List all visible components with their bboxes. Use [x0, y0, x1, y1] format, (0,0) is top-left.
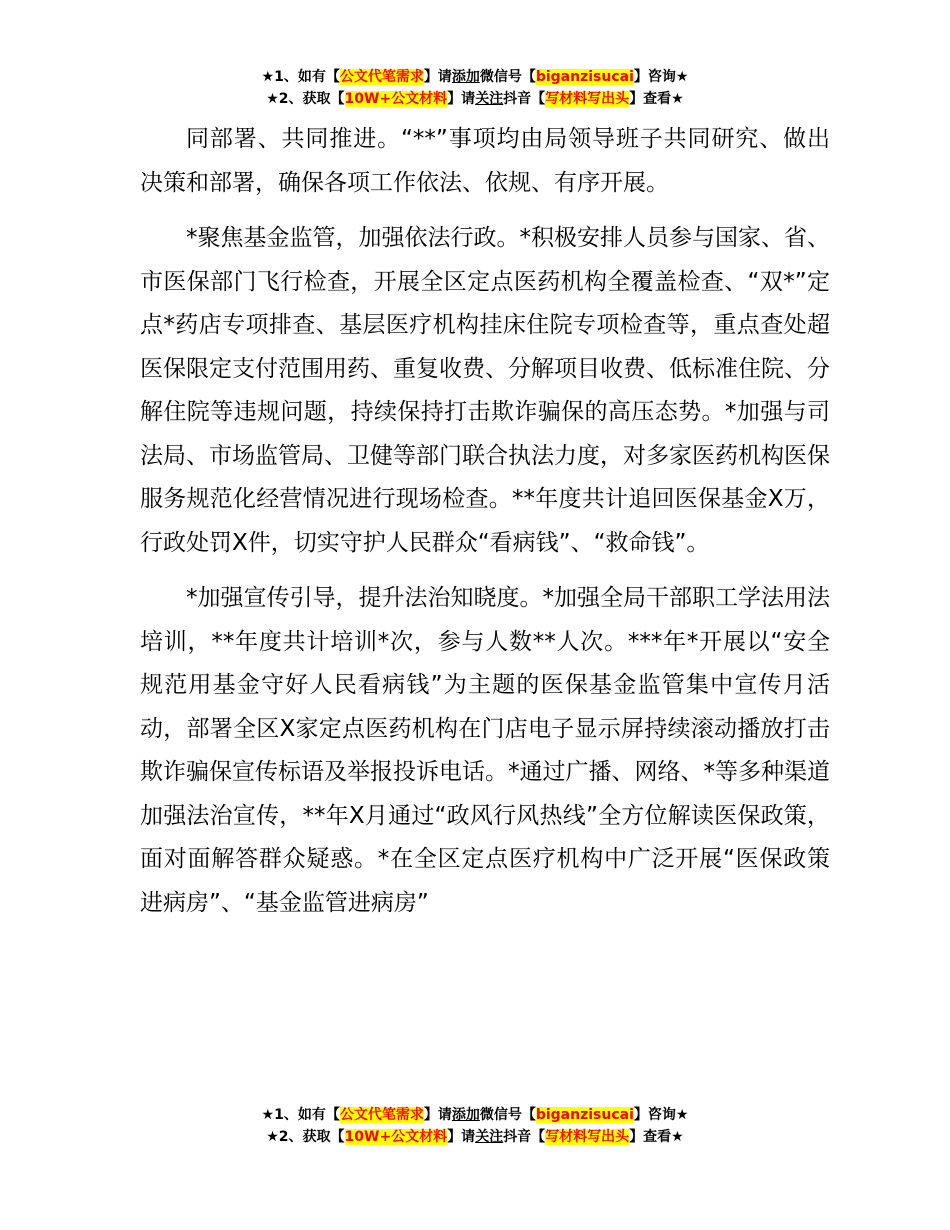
paragraph: *聚焦基金监管，加强依法行政。*积极安排人员参与国家、省、市医保部门飞行检查，开展全区定点医药机构全覆盖检查、“双*”定点*药店专项排查、基层医疗机构挂床住院专项检查等，重点查处超医保限定支付范围用药、重复收费、分解项目收费、低标准住院、分解住院等违规问题，持续保持打击欺诈骗保的高压态势。*加强与司法局、市场监管局、卫健等部门联合执法力度，对多家医药机构医保服务规范化经营情况进行现场检查。**年度共计追回医保基金X万，行政处罚X件，切实守护人民群众“看病钱”、“救命钱”。 [140, 225, 830, 556]
promo-line-2 [0, 1126, 950, 1148]
promo-text: ★1、如有【 [261, 1107, 340, 1123]
promo-underlined-text: 关注 [475, 1129, 504, 1145]
promo-text: 】咨询★ [633, 1107, 689, 1123]
paragraph: 同部署、共同推进。“**”事项均由局领导班子共同研究、做出决策和部署，确保各项工作依法、依规、有序开展。 [140, 126, 830, 196]
promo-wechat-id: biganzisucai [535, 69, 634, 85]
promo-text: 抖音【 [503, 91, 546, 107]
promo-text: 】请 [447, 91, 476, 107]
promo-text: ★2、获取【 [266, 1129, 345, 1145]
promo-text: ★2、获取【 [266, 91, 345, 107]
promo-underlined-text: 关注 [475, 91, 504, 107]
promo-text: 】请 [423, 1107, 452, 1123]
promo-highlight: 10W+公文材料 [344, 91, 448, 107]
promo-highlight: 公文代笔需求 [339, 1107, 424, 1123]
promo-douyin-id: 写材料写出头 [545, 1129, 630, 1145]
promo-text: 微信号【 [479, 1107, 536, 1123]
promo-text: 】请 [447, 1129, 476, 1145]
promo-underlined-text: 添加 [451, 69, 480, 85]
promo-text: 】请 [423, 69, 452, 85]
promo-text: ★1、如有【 [261, 69, 340, 85]
promo-text: 】咨询★ [633, 69, 689, 85]
paragraph: *加强宣传引导，提升法治知晓度。*加强全局干部职工学法用法培训，**年度共计培训*次，参与人数**人次。***年*开展以“安全规范用基金守好人民看病钱”为主题的医保基金监管集中宣传月活动，部署全区X家定点医药机构在门店电子显示屏持续滚动播放打击欺诈骗保宣传标语及举报投诉电话。*通过广播、网络、*等多种渠道加强法治宣传，**年X月通过“政风行风热线”全方位解读医保政策，面对面解答群众疑惑。*在全区定点医疗机构中广泛开展“医保政策进病房”、“基金监管进病房” [140, 585, 830, 916]
promo-line-1 [0, 66, 950, 88]
document-body [140, 118, 830, 937]
promo-highlight: 公文代笔需求 [339, 69, 424, 85]
promo-wechat-id: biganzisucai [535, 1107, 634, 1123]
promo-text: 微信号【 [479, 69, 536, 85]
promo-text: 抖音【 [503, 1129, 546, 1145]
promo-highlight: 10W+公文材料 [344, 1129, 448, 1145]
promo-text: 】查看★ [629, 1129, 684, 1145]
promo-line-2 [0, 88, 950, 110]
promo-douyin-id: 写材料写出头 [545, 91, 630, 107]
footer-promo-banner [0, 1104, 950, 1148]
promo-line-1 [0, 1104, 950, 1126]
promo-underlined-text: 添加 [451, 1107, 480, 1123]
promo-text: 】查看★ [629, 91, 684, 107]
header-promo-banner [0, 66, 950, 110]
